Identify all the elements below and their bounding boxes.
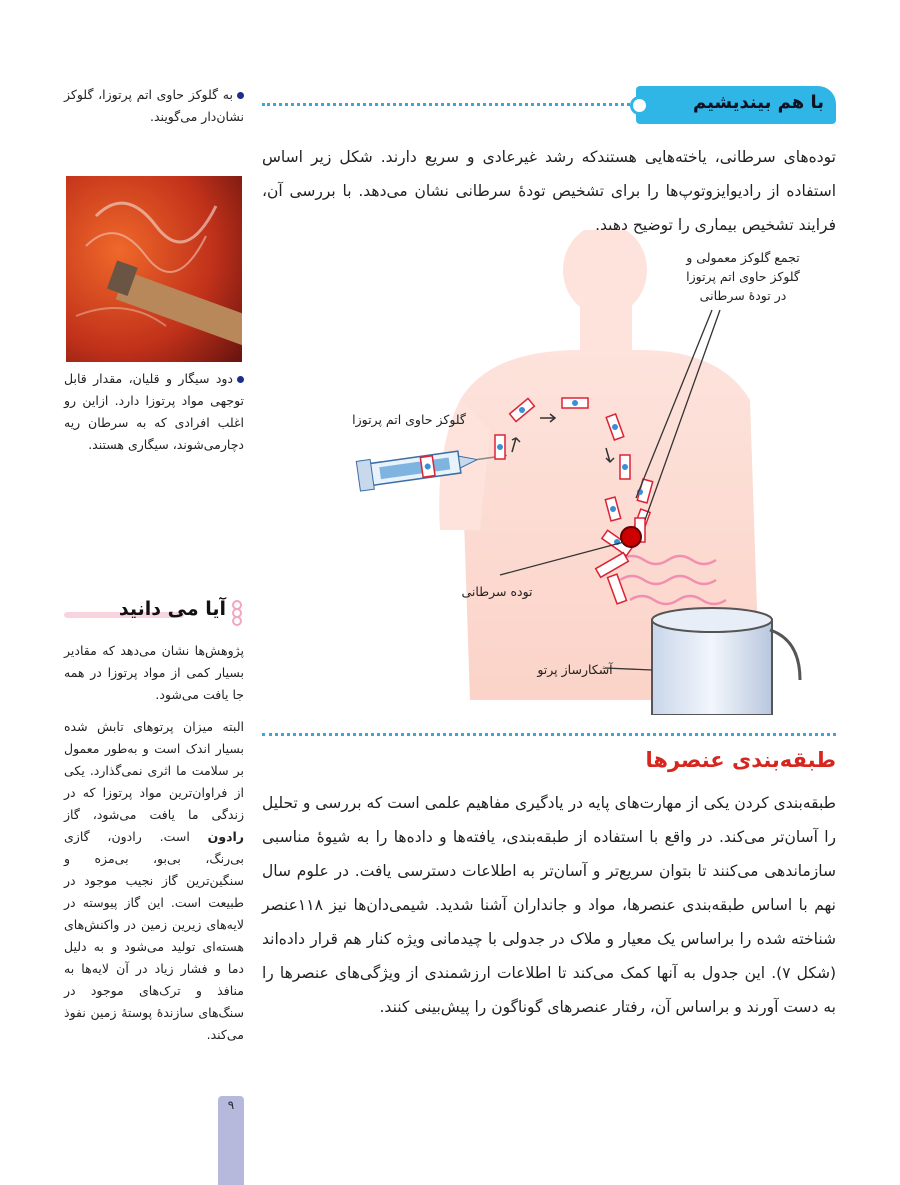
sidebar-note-smoke [64,368,244,456]
dyk-p2-before: البته میزان پرتوهای تابش شده بسیار اندک است و به‌طور معمول بر سلامت ما اثری نمی‌گذارد. یکی از فراوان‌ترین مواد پرتوزا که در زندگی ما یافت می‌شود، گاز [64,719,244,822]
header-dotted-line [262,103,642,106]
section-title: طبقه‌بندی عنصرها [645,748,836,772]
dyk-p2-bold: رادون [207,829,244,844]
cigarette-smoke-photo [66,176,242,362]
label-glucose-accumulation: تجمع گلوکز معمولی و گلوکز حاوی اتم پرتوزا در تودۀ سرطانی [686,250,800,303]
dyk-p2-after: است. رادون، گازی بی‌رنگ، بی‌بو، بی‌مزه و سنگین‌ترین گاز نجیب موجود در طبیعت است. این گاز پیوسته در لایه‌های زیرین زمین در واکنش‌های هسته‌ای تولید می‌شود و به دلیل دما و فشار زیاد در آن لایه‌ها به منافذ و ترک‌های موجود در سنگ‌های سازندۀ پوستۀ زمین نفوذ می‌کند. [64,829,244,1042]
header-label-box [636,86,836,124]
intro-paragraph: توده‌های سرطانی، یاخته‌هایی هستندکه رشد غیرعادی و سریع دارند. شکل زیر اساس استفاده از رادیوایزوتوپ‌ها را برای تشخیص تودۀ سرطانی نشان می‌دهد. با بررسی آن، فرایند تشخیص بیماری را توضیح دهید. [262,148,836,234]
page-number-tab [218,1096,244,1185]
did-you-know-header [64,600,244,626]
sidebar-note-labeled-glucose [64,84,244,128]
label-detector: آشکارساز پرتو [537,662,613,677]
bullet-icon [237,92,244,99]
section-header [262,86,836,124]
label-radioactive-glucose: گلوکز حاوی اتم پرتوزا [352,412,466,427]
label-tumor: توده سرطانی [461,584,533,599]
flower-dots-icon [230,600,244,626]
sidebar-note1-text: به گلوکز حاوی اتم پرتوزا، گلوکز نشان‌دار می‌گویند. [64,87,244,124]
tumor-mass [621,527,641,547]
header-circle-icon [630,96,649,115]
page-number: ۹ [227,1098,235,1112]
bullet-icon [237,376,244,383]
radiation-detector [652,608,800,715]
did-you-know-title: آیا می دانید [118,598,226,620]
did-you-know-paragraph-2 [64,716,244,1046]
section-divider [262,733,836,736]
section-paragraph: طبقه‌بندی کردن یکی از مهارت‌های پایه در یادگیری مفاهیم علمی است که بررسی و تحلیل را آسان‌تر می‌کند. در واقع با استفاده از طبقه‌بندی، یافته‌ها و داده‌ها را به شیوۀ مناسبی سازماندهی می‌کنند تا بتوان سریع‌تر و آسان‌تر به اطلاعات دسترسی یافت. در علوم سال نهم با اساس طبقه‌بندی عنصرها، مواد و جانداران آشنا شدید. شیمی‌دان‌ها نیز ۱۱۸عنصر شناخته شده را براساس یک معیار و ملاک در جدولی با چیدمانی ویژه کنار هم قرار داده‌اند (شکل ۷). این جدول به آنها کمک می‌کند تا اطلاعات ارزشمندی از ویژگی‌های عنصرها را به دست آورند و براساس آن، رفتار عنصرهای گوناگون را پیش‌بینی کنند. [262,794,836,1016]
header-title: با هم بیندیشیم [692,92,824,113]
sidebar-note2-text: دود سیگار و قلیان، مقدار قابل توجهی مواد پرتوزا دارد. ازاین رو اغلب افرادی که به سرطان ریه دچارمی‌شوند، سیگاری هستند. [64,371,244,452]
did-you-know-paragraph-1: پژوهش‌ها نشان می‌دهد که مقادیر بسیار کمی از مواد پرتوزا در همه جا یافت می‌شود. [64,643,244,702]
